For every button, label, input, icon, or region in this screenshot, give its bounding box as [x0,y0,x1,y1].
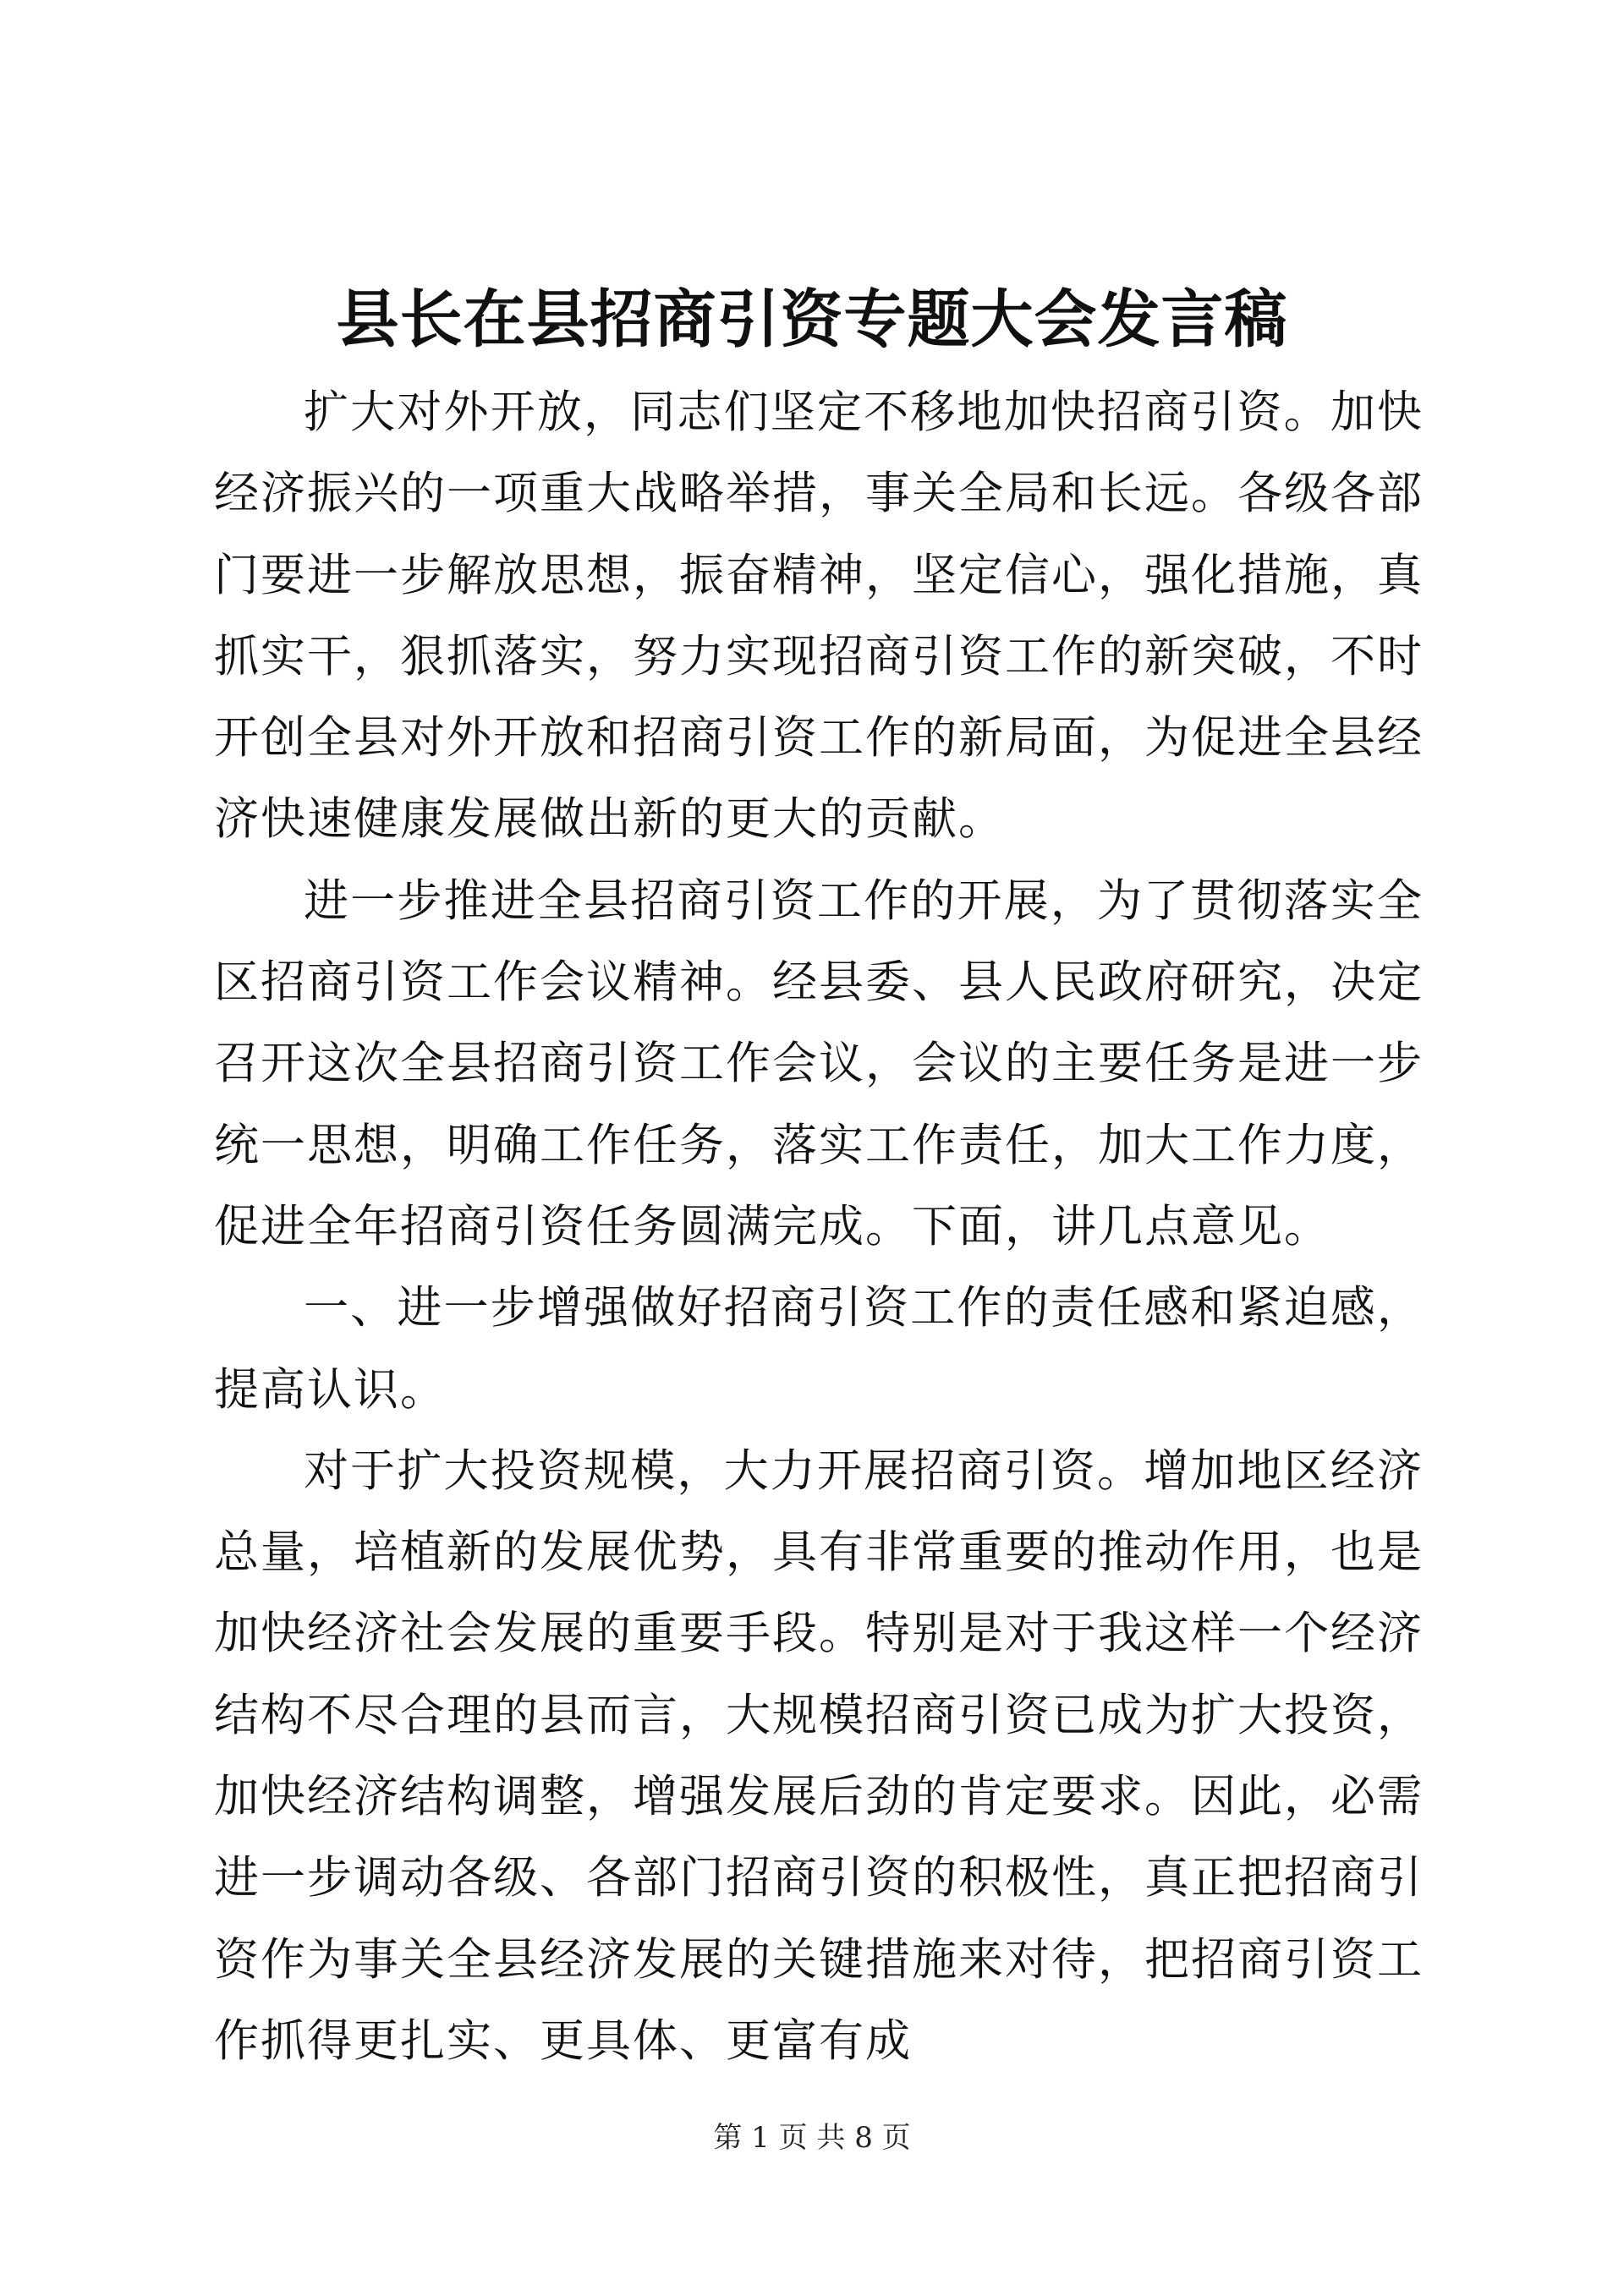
paragraph-2: 进一步推进全县招商引资工作的开展，为了贯彻落实全区招商引资工作会议精神。经县委、县人民政府研究，决定召开这次全县招商引资工作会议，会议的主要任务是进一步统一思想，明确工作任务，落实工作责任，加大工作力度，促进全年招商引资任务圆满完成。下面，讲几点意见。 [214,874,1424,1252]
paragraph-3-heading: 一、进一步增强做好招商引资工作的责任感和紧迫感，提高认识。 [214,1282,1424,1416]
paragraph-4: 对于扩大投资规模，大力开展招商引资。增加地区经济总量，培植新的发展优势，具有非常重要的推动作用，也是加快经济社会发展的重要手段。特别是对于我这样一个经济结构不尽合理的县而言，大规模招商引资已成为扩大投资，加快经济结构调整，增强发展后劲的肯定要求。因此，必需进一步调动各级、各部门招商引资的积极性，真正把招商引资作为事关全县经济发展的关键措施来对待，把招商引资工作抓得更扎实、更具体、更富有成 [214,1444,1424,2067]
document-body [214,372,1424,2082]
page-footer [0,2119,1624,2156]
page-number: 第 1 页 共 8 页 [713,2121,911,2155]
paragraph-1: 扩大对外开放，同志们坚定不移地加快招商引资。加快经济振兴的一项重大战略举措，事关全局和长远。各级各部门要进一步解放思想，振奋精神，坚定信心，强化措施，真抓实干，狠抓落实，努力实现招商引资工作的新突破，不时开创全县对外开放和招商引资工作的新局面，为促进全县经济快速健康发展做出新的更大的贡献。 [214,386,1424,846]
document-title: 县长在县招商引资专题大会发言稿 [336,283,1288,356]
